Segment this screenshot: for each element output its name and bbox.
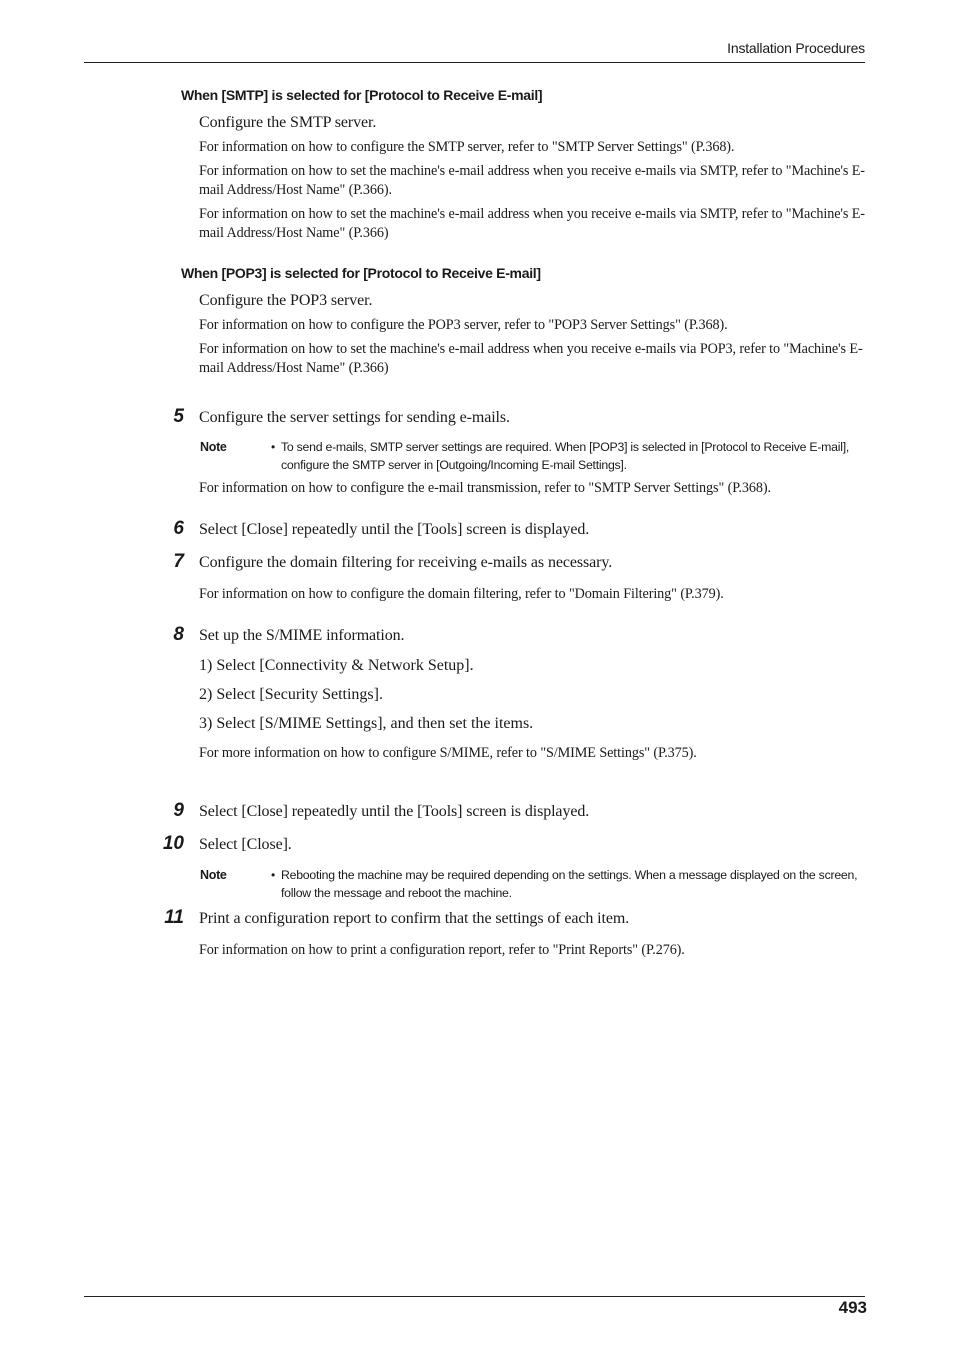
substep-item: 3) Select [S/MIME Settings], and then set the items. <box>199 715 534 732</box>
smtp-ref-1: For information on how to configure the SMTP server, refer to "SMTP Server Settings" (P.368). <box>199 139 735 155</box>
step-number: 6 <box>173 518 184 539</box>
footer-rule <box>84 1296 865 1297</box>
header-rule <box>84 62 865 63</box>
note-bullet-icon: • <box>271 868 276 882</box>
step-ref: For more information on how to configure S/MIME, refer to "S/MIME Settings" (P.375). <box>199 745 697 761</box>
note-label: Note <box>200 868 227 882</box>
step-ref: For information on how to configure the e-mail transmission, refer to "SMTP Server Settings" (P.368). <box>199 480 771 496</box>
running-header: Installation Procedures <box>727 40 865 56</box>
step-number: 8 <box>173 624 184 645</box>
step-text: Configure the server settings for sending e-mails. <box>199 409 510 426</box>
smtp-ref-3: For information on how to set the machine's e-mail address when you receive e-mails via SMTP, refer to "Machine's E-mail Address/Host Name" (P.366) <box>199 206 865 241</box>
page-number: 493 <box>838 1298 867 1317</box>
pop3-subheading: When [POP3] is selected for [Protocol to Receive E-mail] <box>181 265 541 281</box>
smtp-instruction: Configure the SMTP server. <box>199 114 377 131</box>
smtp-subheading: When [SMTP] is selected for [Protocol to Receive E-mail] <box>181 87 543 103</box>
pop3-instruction: Configure the POP3 server. <box>199 292 373 309</box>
step-number: 10 <box>162 833 184 854</box>
step-number: 7 <box>173 551 184 572</box>
step-text: Select [Close]. <box>199 836 292 853</box>
substep-item: 1) Select [Connectivity & Network Setup]. <box>199 657 474 674</box>
step-number: 11 <box>164 907 184 928</box>
note-text: Rebooting the machine may be required depending on the settings. When a message displayed on the screen, follow the message and reboot the machine. <box>281 868 858 900</box>
step-ref: For information on how to print a configuration report, refer to "Print Reports" (P.276). <box>199 942 685 958</box>
substep-item: 2) Select [Security Settings]. <box>199 686 383 703</box>
pop3-ref-2: For information on how to set the machine's e-mail address when you receive e-mails via POP3, refer to "Machine's E-mail Address/Host Name" (P.366) <box>199 341 863 376</box>
step-text: Print a configuration report to confirm that the settings of each item. <box>199 910 630 927</box>
step-number: 9 <box>173 800 184 821</box>
smtp-ref-2: For information on how to set the machine's e-mail address when you receive e-mails via SMTP, refer to "Machine's E-mail Address/Host Name" (P.366). <box>199 163 865 198</box>
note-bullet-icon: • <box>271 440 276 454</box>
step-number: 5 <box>173 406 184 427</box>
step-text: Select [Close] repeatedly until the [Tools] screen is displayed. <box>199 803 590 820</box>
note-text: To send e-mails, SMTP server settings are required. When [POP3] is selected in [Protocol to Receive E-mail], configure the SMTP server in [Outgoing/Incoming E-mail Settings]. <box>281 440 850 472</box>
step-text: Set up the S/MIME information. <box>199 627 405 644</box>
step-text: Configure the domain filtering for receiving e-mails as necessary. <box>199 554 613 571</box>
step-text: Select [Close] repeatedly until the [Tools] screen is displayed. <box>199 521 590 538</box>
step-ref: For information on how to configure the domain filtering, refer to "Domain Filtering" (P.379). <box>199 586 724 602</box>
pop3-ref-1: For information on how to configure the POP3 server, refer to "POP3 Server Settings" (P.368). <box>199 317 728 333</box>
note-label: Note <box>200 440 227 454</box>
